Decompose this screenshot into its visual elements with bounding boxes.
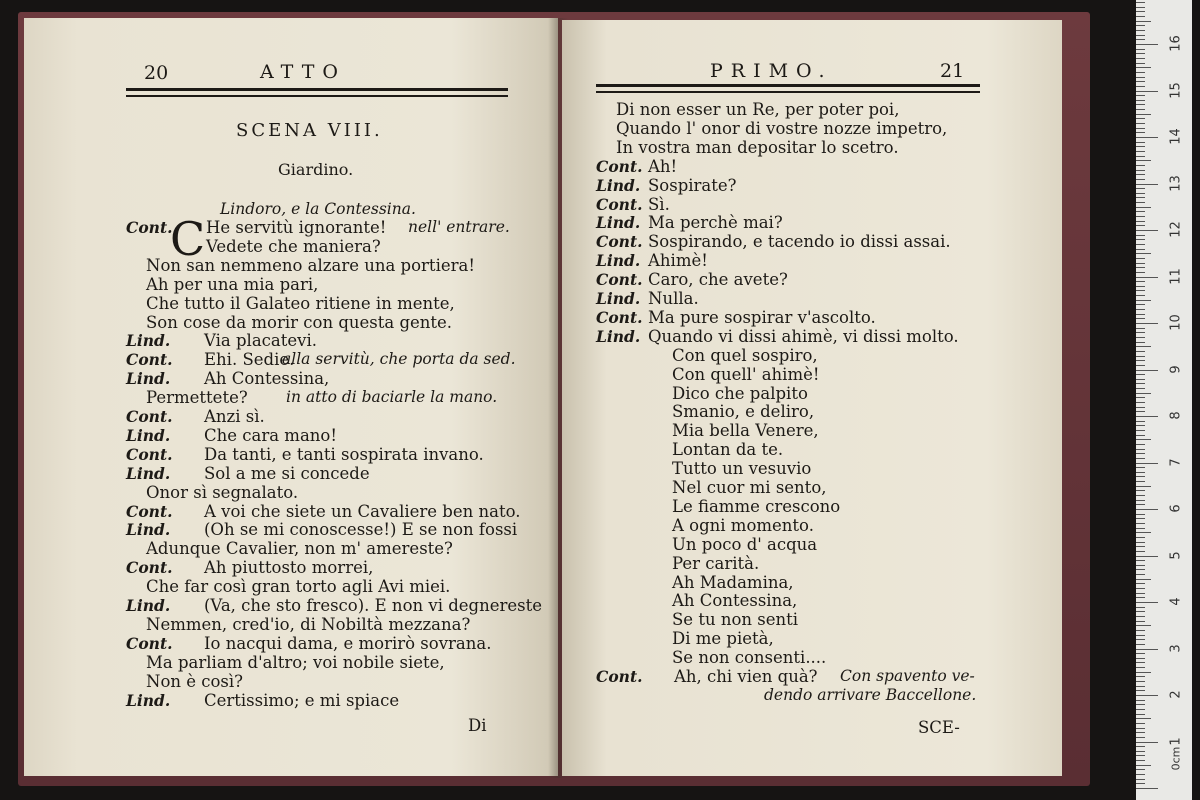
speaker-label: Cont.	[126, 558, 173, 578]
ruler-tick	[1136, 602, 1158, 603]
ruler-tick	[1136, 718, 1151, 719]
ruler-label: 15	[1168, 81, 1184, 99]
verse-line: He servitù ignorante!	[206, 218, 387, 237]
verse-line: Non è così?	[146, 671, 244, 691]
speaker-label: Lind.	[126, 690, 171, 710]
ruler-tick	[1136, 760, 1145, 761]
verse-line: Ah Contessina,	[672, 591, 798, 611]
speaker-label: Cont.	[126, 218, 173, 237]
ruler-tick	[1136, 114, 1151, 115]
ruler-tick	[1136, 644, 1145, 645]
speaker-label: Cont.	[596, 667, 643, 686]
ruler-tick	[1136, 63, 1145, 64]
speaker-label: Lind.	[126, 596, 171, 615]
verse-line: Ah Madamina,	[672, 572, 794, 592]
ruler-tick	[1136, 500, 1145, 501]
ruler-tick	[1136, 21, 1151, 22]
verse-line: Per carità.	[672, 553, 760, 573]
speaker-label: Cont.	[126, 633, 173, 653]
ruler-tick	[1136, 755, 1145, 756]
ruler-tick	[1136, 277, 1158, 278]
ruler-tick	[1136, 607, 1145, 608]
ruler-tick	[1136, 616, 1145, 617]
ruler-tick	[1136, 351, 1145, 352]
ruler-tick	[1136, 714, 1145, 715]
ruler-tick	[1136, 188, 1145, 189]
ruler-tick	[1136, 123, 1145, 124]
verse-line: Son cose da morir con questa gente.	[146, 312, 453, 332]
ruler-tick	[1136, 411, 1145, 412]
verse-line: Sospirate?	[648, 175, 737, 195]
verse-line: Ah Contessina,	[204, 369, 330, 389]
ruler-tick	[1136, 16, 1145, 17]
stage-direction: dendo arrivare Baccellone.	[764, 685, 977, 704]
ruler-tick	[1136, 304, 1145, 305]
ruler-tick	[1136, 58, 1145, 59]
verse-line: Di non esser un Re, per poter poi,	[616, 100, 900, 119]
ruler-tick	[1136, 342, 1145, 343]
ruler-tick	[1136, 435, 1145, 436]
ruler-tick	[1136, 309, 1145, 310]
ruler-tick	[1136, 639, 1145, 640]
ruler-tick	[1136, 151, 1145, 152]
ruler-tick	[1136, 737, 1145, 738]
ruler-label: 6	[1168, 504, 1184, 513]
speaker-label: Lind.	[126, 425, 171, 445]
ruler-label: 16	[1168, 35, 1184, 52]
speaker-label: Cont.	[126, 350, 173, 370]
ruler-tick	[1136, 383, 1145, 384]
stage-direction: nell' entrare.	[408, 218, 510, 236]
ruler-tick	[1136, 788, 1158, 789]
ruler-tick	[1136, 11, 1145, 12]
ruler-tick	[1136, 170, 1145, 171]
verse-line: Se tu non senti	[672, 610, 799, 630]
verse-line: Adunque Cavalier, non m' amereste?	[146, 539, 453, 559]
verse-line: Con quell' ahimè!	[672, 364, 820, 384]
ruler-tick	[1136, 142, 1145, 143]
catchword: SCE-	[918, 718, 960, 737]
ruler-tick	[1136, 239, 1145, 240]
ruler-tick	[1136, 653, 1145, 654]
verse-line: Io nacqui dama, e morirò sovrana.	[204, 633, 492, 653]
verse-line: Da tanti, e tanti sospirata invano.	[204, 444, 484, 464]
verse-line: Caro, che avete?	[648, 270, 788, 290]
running-head: PRIMO.	[710, 60, 833, 82]
ruler-tick	[1136, 588, 1145, 589]
ruler-tick	[1136, 295, 1145, 296]
ruler-tick	[1136, 532, 1151, 533]
ruler-label: 7	[1168, 457, 1184, 467]
verse-line: (Va, che sto fresco). E non vi degnereste	[204, 596, 543, 615]
ruler-tick	[1136, 253, 1151, 254]
ruler-tick	[1136, 569, 1145, 570]
ruler-tick	[1136, 723, 1145, 724]
ruler-tick	[1136, 560, 1145, 561]
ruler-tick	[1136, 528, 1145, 529]
ruler-tick	[1136, 662, 1145, 663]
verse-line: In vostra man depositar lo scetro.	[616, 137, 899, 157]
catchword: Di	[468, 716, 487, 735]
verse-line: Ma parliam d'altro; voi nobile siete,	[146, 652, 445, 672]
ruler-tick	[1136, 388, 1145, 389]
ruler-tick	[1136, 360, 1145, 361]
ruler-tick	[1136, 672, 1151, 673]
ruler-tick	[1136, 686, 1145, 687]
ruler-label: 2	[1168, 690, 1184, 699]
ruler-tick	[1136, 7, 1145, 8]
ruler-label: 10	[1168, 314, 1184, 331]
ruler-tick	[1136, 202, 1145, 203]
ruler-tick	[1136, 556, 1158, 557]
ruler-tick	[1136, 137, 1158, 138]
verse-line: Di me pietà,	[672, 629, 774, 649]
ruler-tick	[1136, 704, 1145, 705]
speaker-label: Lind.	[126, 520, 171, 540]
ruler-label: 12	[1168, 221, 1184, 238]
ruler-tick	[1136, 128, 1145, 129]
verse-line: Lontan da te.	[672, 440, 784, 460]
verse-line: Ah piuttosto morrei,	[204, 558, 374, 578]
setting: Giardino.	[278, 160, 354, 179]
ruler-tick	[1136, 365, 1145, 366]
verse-line: A voi che siete un Cavaliere ben nato.	[204, 501, 521, 521]
ruler-tick	[1136, 184, 1158, 185]
ruler-tick	[1136, 709, 1145, 710]
verse-line: (Oh se mi conoscesse!) E se non fossi	[204, 520, 518, 540]
speaker-label: Lind.	[596, 289, 641, 308]
ruler-label: 8	[1168, 411, 1184, 420]
ruler-tick	[1136, 95, 1145, 96]
ruler-label: 9	[1168, 364, 1184, 374]
ruler-tick	[1136, 421, 1145, 422]
ruler-tick	[1136, 109, 1145, 110]
ruler-label: 4	[1168, 597, 1184, 606]
verse-line: Smanio, e deliro,	[672, 402, 815, 422]
ruler-tick	[1136, 593, 1145, 594]
ruler-tick	[1136, 286, 1145, 287]
ruler-tick	[1136, 300, 1151, 301]
ruler-tick	[1136, 495, 1145, 496]
right-page	[562, 20, 1062, 776]
ruler-tick	[1136, 728, 1145, 729]
verse-line: Non san nemmeno alzare una portiera!	[146, 255, 475, 275]
ruler-tick	[1136, 393, 1151, 394]
verse-line: Nulla.	[648, 289, 699, 308]
header-rule-2	[596, 91, 980, 93]
verse-line: Nemmen, cred'io, di Nobiltà mezzana?	[146, 614, 471, 634]
speaker-label: Cont.	[596, 270, 643, 290]
ruler-label: 13	[1168, 174, 1184, 192]
verse-line: Quando vi dissi ahimè, vi dissi molto.	[648, 326, 959, 346]
verse-line: Che far così gran torto agli Avi miei.	[146, 577, 451, 597]
ruler-tick	[1136, 77, 1145, 78]
ruler-tick	[1136, 179, 1145, 180]
ruler-tick	[1136, 249, 1145, 250]
ruler-label: 3	[1168, 643, 1184, 653]
speaker-label: Lind.	[126, 463, 171, 483]
header-rule	[596, 84, 980, 87]
ruler-tick	[1136, 216, 1145, 217]
ruler-tick	[1136, 690, 1145, 691]
ruler-tick	[1136, 449, 1145, 450]
ruler-tick	[1136, 732, 1145, 733]
ruler-tick	[1136, 407, 1145, 408]
verse-line: Ahimè!	[648, 251, 708, 271]
ruler-tick	[1136, 100, 1145, 101]
ruler-tick	[1136, 2, 1145, 3]
ruler-tick	[1136, 430, 1145, 431]
ruler-tick	[1136, 542, 1145, 543]
ruler-tick	[1136, 774, 1145, 775]
left-page	[24, 18, 558, 776]
ruler-tick	[1136, 537, 1145, 538]
ruler-tick	[1136, 370, 1158, 371]
ruler-tick	[1136, 416, 1158, 417]
stage-direction: in atto di baciarle la mano.	[286, 388, 498, 407]
ruler-tick	[1136, 346, 1151, 347]
ruler-tick	[1136, 579, 1151, 580]
ruler-tick	[1136, 742, 1158, 743]
ruler-tick	[1136, 444, 1145, 445]
verse-line: Ah, chi vien quà?	[674, 667, 818, 686]
speaker-label: Cont.	[596, 232, 643, 252]
characters: Lindoro, e la Contessina.	[220, 200, 416, 218]
ruler-tick	[1136, 230, 1158, 231]
drop-cap: C	[170, 212, 206, 266]
ruler-tick	[1136, 746, 1145, 747]
ruler-tick	[1136, 476, 1145, 477]
ruler-tick	[1136, 481, 1145, 482]
ruler-tick	[1136, 509, 1158, 510]
ruler-tick	[1136, 53, 1145, 54]
ruler-tick	[1136, 318, 1145, 319]
ruler-tick	[1136, 156, 1145, 157]
ruler-tick	[1136, 695, 1158, 696]
ruler-tick	[1136, 565, 1145, 566]
speaker-label: Lind.	[596, 175, 641, 195]
speaker-label: Lind.	[126, 369, 171, 389]
ruler-tick	[1136, 235, 1145, 236]
speaker-label: Lind.	[596, 251, 641, 271]
ruler-tick	[1136, 244, 1145, 245]
verse-line: Con quel sospiro,	[672, 345, 818, 365]
ruler-tick	[1136, 258, 1145, 259]
ruler-tick	[1136, 174, 1145, 175]
ruler-tick	[1136, 676, 1145, 677]
verse-line: Ah!	[648, 156, 678, 176]
ruler-tick	[1136, 611, 1145, 612]
ruler-tick	[1136, 160, 1151, 161]
verse-line: Ah per una mia pari,	[146, 274, 319, 294]
header-rule	[126, 88, 508, 91]
ruler-tick	[1136, 402, 1145, 403]
ruler-tick	[1136, 132, 1145, 133]
ruler-tick	[1136, 490, 1145, 491]
ruler-tick	[1136, 681, 1145, 682]
ruler-tick	[1136, 625, 1151, 626]
verse-line: Dico che palpito	[672, 383, 808, 403]
ruler-tick	[1136, 425, 1145, 426]
speaker-label: Cont.	[126, 444, 173, 464]
ruler-tick	[1136, 49, 1145, 50]
ruler-tick	[1136, 146, 1145, 147]
verse-line: Un poco d' acqua	[672, 534, 818, 554]
ruler-tick	[1136, 332, 1145, 333]
ruler-tick	[1136, 518, 1145, 519]
ruler-tick	[1136, 207, 1151, 208]
stage-direction: Con spavento ve-	[840, 667, 975, 685]
ruler-tick	[1136, 225, 1145, 226]
ruler-tick	[1136, 583, 1145, 584]
verse-line: Le fiamme crescono	[672, 496, 841, 516]
ruler-tick	[1136, 44, 1158, 45]
ruler-tick	[1136, 574, 1145, 575]
ruler-tick	[1136, 91, 1158, 92]
ruler-tick	[1136, 439, 1151, 440]
speaker-label: Lind.	[126, 331, 171, 351]
ruler-tick	[1136, 267, 1145, 268]
ruler-tick	[1136, 453, 1145, 454]
ruler-tick	[1136, 458, 1145, 459]
ruler-tick	[1136, 197, 1145, 198]
ruler-tick	[1136, 504, 1145, 505]
scene-title: SCENA VIII.	[236, 120, 383, 141]
ruler-tick	[1136, 751, 1145, 752]
verse-line: Mia bella Venere,	[672, 421, 819, 441]
verse-line: Ma pure sospirar v'ascolto.	[648, 307, 876, 327]
ruler-tick	[1136, 523, 1145, 524]
ruler-tick	[1136, 39, 1145, 40]
ruler-tick	[1136, 328, 1145, 329]
verse-line: Certissimo; e mi spiace	[204, 690, 400, 710]
header-rule-2	[126, 95, 508, 97]
verse-line: Vedete che maniera?	[206, 236, 381, 256]
ruler-tick	[1136, 35, 1145, 36]
ruler-tick	[1136, 67, 1151, 68]
ruler-tick	[1136, 374, 1145, 375]
ruler-tick	[1136, 221, 1145, 222]
verse-line: Via placatevi.	[204, 331, 317, 351]
ruler-tick	[1136, 514, 1145, 515]
ruler-tick	[1136, 86, 1145, 87]
verse-line: Sì.	[648, 194, 670, 214]
ruler-tick	[1136, 290, 1145, 291]
ruler-tick	[1136, 323, 1158, 324]
verse-line: Tutto un vesuvio	[672, 459, 812, 479]
ruler-tick	[1136, 658, 1145, 659]
ruler-tick	[1136, 597, 1145, 598]
stage-direction: alla servitù, che porta da sed.	[282, 350, 516, 369]
verse-line: Se non consenti....	[672, 648, 827, 668]
ruler-tick	[1136, 81, 1145, 82]
speaker-label: Cont.	[596, 156, 643, 176]
ruler-tick	[1136, 263, 1145, 264]
verse-line: Ma perchè mai?	[648, 213, 783, 233]
speaker-label: Lind.	[596, 213, 641, 233]
ruler-tick	[1136, 551, 1145, 552]
ruler-tick	[1136, 486, 1151, 487]
ruler-label: 14	[1168, 128, 1184, 145]
ruler-tick	[1136, 30, 1145, 31]
ruler-tick	[1136, 463, 1158, 464]
ruler-tick	[1136, 272, 1145, 273]
ruler-tick	[1136, 118, 1145, 119]
verse-line: Nel cuor mi sento,	[672, 478, 827, 497]
ruler-tick	[1136, 779, 1145, 780]
speaker-label: Cont.	[126, 407, 173, 426]
verse-line: Ehi. Sedie.	[204, 350, 295, 370]
ruler-tick	[1136, 211, 1145, 212]
ruler-tick	[1136, 667, 1145, 668]
running-head: ATTO	[260, 61, 346, 83]
ruler-label: 1	[1168, 736, 1184, 746]
ruler-tick	[1136, 765, 1151, 766]
verse-line: Che tutto il Galateo ritiene in mente,	[146, 293, 455, 313]
ruler-tick	[1136, 472, 1145, 473]
verse-line: A ogni momento.	[672, 515, 814, 535]
ruler-tick	[1136, 314, 1145, 315]
ruler-tick	[1136, 546, 1145, 547]
ruler-tick	[1136, 783, 1145, 784]
ruler-tick	[1136, 621, 1145, 622]
ruler-tick	[1136, 397, 1145, 398]
ruler-tick	[1136, 769, 1145, 770]
ruler-tick	[1136, 104, 1145, 105]
ruler-tick	[1136, 281, 1145, 282]
ruler-label: 0cm	[1169, 746, 1183, 771]
speaker-label: Cont.	[596, 194, 643, 214]
verse-line: Quando l' onor di vostre nozze impetro,	[616, 118, 948, 138]
ruler-tick	[1136, 467, 1145, 468]
ruler-tick	[1136, 379, 1145, 380]
ruler-tick	[1136, 356, 1145, 357]
ruler-tick	[1136, 630, 1145, 631]
ruler-label: 5	[1168, 550, 1184, 560]
speaker-label: Cont.	[126, 501, 173, 521]
measuring-ruler	[1136, 0, 1192, 800]
ruler-label: 11	[1168, 267, 1184, 285]
speaker-label: Cont.	[596, 307, 643, 327]
ruler-tick	[1136, 72, 1145, 73]
verse-line: Che cara mano!	[204, 425, 337, 445]
ruler-tick	[1136, 635, 1145, 636]
ruler-tick	[1136, 193, 1145, 194]
page-number: 21	[940, 60, 965, 82]
speaker-label: Lind.	[596, 326, 641, 346]
ruler-tick	[1136, 649, 1158, 650]
verse-line: Onor sì segnalato.	[146, 482, 299, 502]
ruler-tick	[1136, 700, 1145, 701]
verse-line: Anzi sì.	[204, 407, 265, 426]
verse-line: Sospirando, e tacendo io dissi assai.	[648, 232, 951, 252]
verse-line: Permettete?	[146, 388, 248, 408]
verse-line: Sol a me si concede	[204, 463, 370, 483]
ruler-tick	[1136, 165, 1145, 166]
ruler-tick	[1136, 25, 1145, 26]
page-number: 20	[144, 62, 169, 84]
ruler-tick	[1136, 337, 1145, 338]
